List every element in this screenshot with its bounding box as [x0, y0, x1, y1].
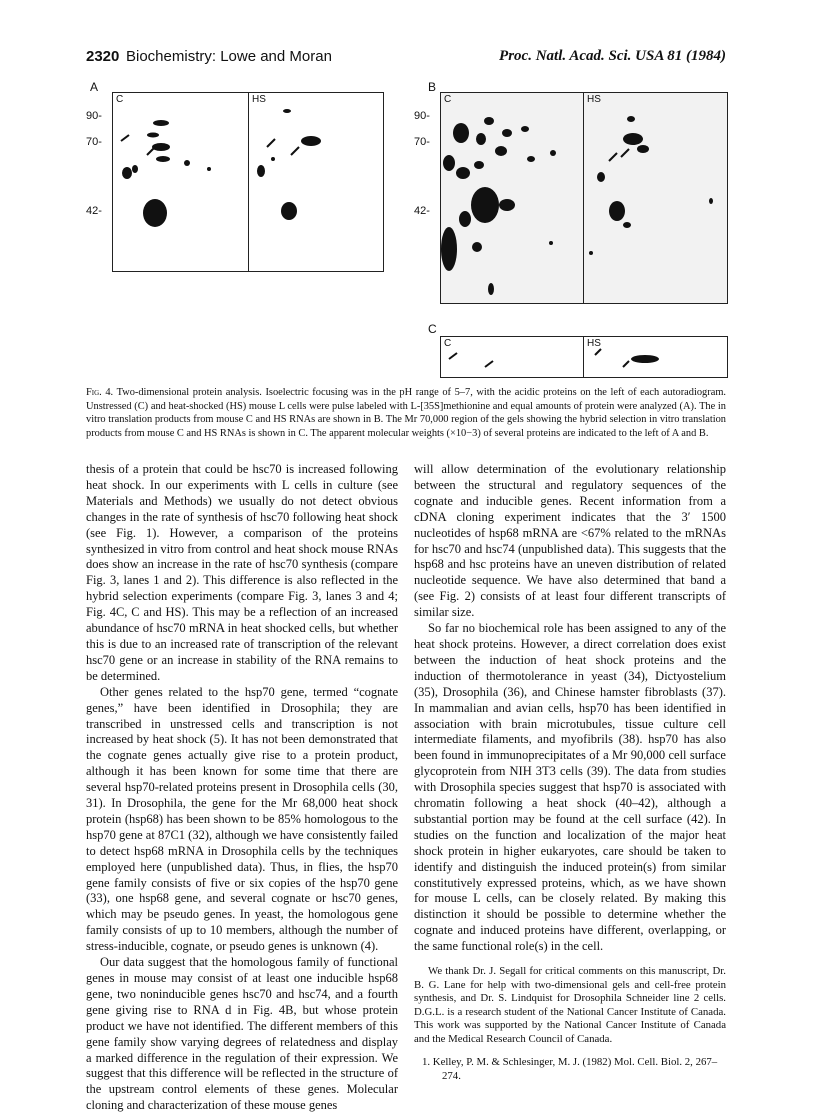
- panel-letter-a: A: [90, 80, 99, 94]
- mw-marker-42-b: 42-: [414, 205, 430, 217]
- acknowledgment: We thank Dr. J. Segall for critical comments on this manuscript, Dr. B. G. Lane for help with two-dimensional gels and cell-free protein synthesis, and Dr. S. Lindquist for Drosophila Schneider line 2 cells. D.G.L. is a research student of the National Cancer Institute of Canada. This work was supported by the National Cancer Institute of Canada and the Medical Research Council of Canada.: [414, 965, 726, 1045]
- text-column-left: [86, 462, 398, 1114]
- gel-label-heat-shock: HS: [587, 94, 601, 105]
- paragraph: thesis of a protein that could be hsc70 is increased following heat shock. In our experiments with L cells in culture (see Materials and Methods) we usually do not detect obvious changes in the rate of synthesis of hsc70 following heat shock (see Fig. 1). However, a comparison of the proteins synthesized in vitro from control and heat shock mouse RNAs does show an increase in the rate of hsc70 synthesis (compare Fig. 3, lanes 1 and 2). This difference is also reflected in the hybrid selection experiments (compare Fig. 3, lanes 3 and 4; Fig. 4C, C and HS). This may be a reflection of an increased abundance of hsc70 mRNA in heat shocked cells, but whether this is due to an increased rate of transcription of the relevant hsc70 gene or an increase in stability of the RNA remains to be determined.: [86, 462, 398, 683]
- gel-panel-b: [440, 92, 728, 304]
- panel-letter-c: C: [428, 322, 437, 336]
- panel-letter-b: B: [428, 80, 437, 94]
- mw-marker-90: 90-: [86, 110, 102, 122]
- reference-item: 1. Kelley, P. M. & Schlesinger, M. J. (1982) Mol. Cell. Biol. 2, 267–274.: [422, 1056, 718, 1082]
- text-column-right: [414, 462, 726, 1083]
- journal-citation: Proc. Natl. Acad. Sci. USA 81 (1984): [499, 48, 726, 64]
- gel-label-control: C: [116, 94, 124, 105]
- mw-marker-70-b: 70-: [414, 136, 430, 148]
- mw-marker-90-b: 90-: [414, 110, 430, 122]
- gel-panel-c: [440, 336, 728, 378]
- figure-label: Fig. 4.: [86, 387, 114, 398]
- gel-label-heat-shock: HS: [252, 94, 266, 105]
- gel-label-control: C: [444, 338, 452, 349]
- page-header: [86, 48, 726, 68]
- gel-panel-a: [112, 92, 384, 272]
- caption-text: Two-dimensional protein analysis. Isoelectric focusing was in the pH range of 5–7, with the acidic proteins on the left of each autoradiogram. Unstressed (C) and heat-shocked (HS) mouse L cells were pulse labeled with L-[35S]methionine and equal amounts of protein were analyzed (A). The in vitro translation products from mouse C and HS RNAs are shown in B. The Mr 70,000 region of the gels showing the hybrid selection in vitro translation products from mouse C and HS RNAs is shown in C. The apparent molecular weights (×10−3) of several proteins are indicated to the left of A and B.: [86, 387, 726, 439]
- paragraph: will allow determination of the evolutionary relationship between the structural and regulatory sequences of the cognate and inducible genes. Recent information from a cDNA cloning experiment indicates that the 3′ 1500 nucleotides of hsp68 mRNA are <67% related to the mRNAs for hsc70 and hsc74 (unpublished data). This suggests that the hsp68 and hsc proteins have an uneven distribution of related nucleotide sequence. We have also determined that band a (see Fig. 2) consists of at least four different transcripts of similar size.: [414, 462, 726, 620]
- page-number: 2320: [86, 48, 120, 65]
- autoradiogram-spots-b: [441, 93, 727, 303]
- running-title: Biochemistry: Lowe and Moran: [126, 48, 332, 65]
- autoradiogram-spots-a: [113, 93, 383, 271]
- paragraph: Our data suggest that the homologous family of functional genes in mouse may consist of at least one inducible hsp68 gene, two noninducible genes hsc70 and hsc74, and a fourth gene giving rise to RNA d in Fig. 4B, but whose protein product we have not identified. The different members of this gene family show varying degrees of relatedness and display a marked difference in the regulation of their expression. We suggest that this difference will be reflected in the structure of the upstream control elements of these genes. Molecular cloning and characterization of these mouse genes: [86, 955, 398, 1113]
- autoradiogram-spots-c: [441, 337, 727, 377]
- mw-marker-70: 70-: [86, 136, 102, 148]
- paragraph: Other genes related to the hsp70 gene, termed “cognate genes,” have been identified in Drosophila; they are transcribed in unstressed cells and transcription is not increased by heat shock (5). It has not been demonstrated that the cognate genes actually give rise to a protein product, although it has been known for some time that there are several hsp70-related proteins present in Drosophila cells (30, 31). In Drosophila, the gene for the Mr 68,000 heat shock protein (hsp68) has been shown to be 85% homologous to the hsp70 gene at 87C1 (32), although we have consistently failed to detect hsp68 mRNA in Drosophila cells by the techniques employed here (unpublished data). Thus, in flies, the hsp70 gene family consists of five or six copies of the hsp70 gene (33), one hsp68 gene, and several cognate or hsc70 genes, which may be pseudo genes. In yeast, the homologous gene family consists of up to 10 members, although the number of stress-inducible, cognate, or pseudo genes is unknown (4).: [86, 684, 398, 954]
- mw-marker-42: 42-: [86, 205, 102, 217]
- figure-caption: [86, 386, 726, 440]
- gel-label-heat-shock: HS: [587, 338, 601, 349]
- paragraph: So far no biochemical role has been assigned to any of the heat shock proteins. However, a direct correlation does exist between the induction of heat shock proteins and the induction of thermotolerance in yeast (34), Dictyostelium (35), Drosophila (36), and Chinese hamster fibroblasts (37). In mammalian and avian cells, hsp70 has been identified in association with brain microtubules, tissue culture cell intermediate filaments, and myofibrils (38). hsp70 has also been found in immunoprecipitates of a Mr 90,000 cell surface glycoprotein from NIH 3T3 cells (39). The data from studies with Drosophila species suggest that hsp70 is associated with chromatin following a heat shock (40–42), although a substantial portion may be found at the cell surface (42). In studies on the function and localization of the major heat shock protein in higher eukaryotes, care should be taken to identify and distinguish the induced protein(s) from similar constitutively expressed proteins, which, as we have shown for mouse L cells, can be closely related. By making this distinction it should be possible to determine whether the cognate and induced proteins have different, overlapping, or the same functional role(s) in the cell.: [414, 621, 726, 954]
- gel-label-control: C: [444, 94, 452, 105]
